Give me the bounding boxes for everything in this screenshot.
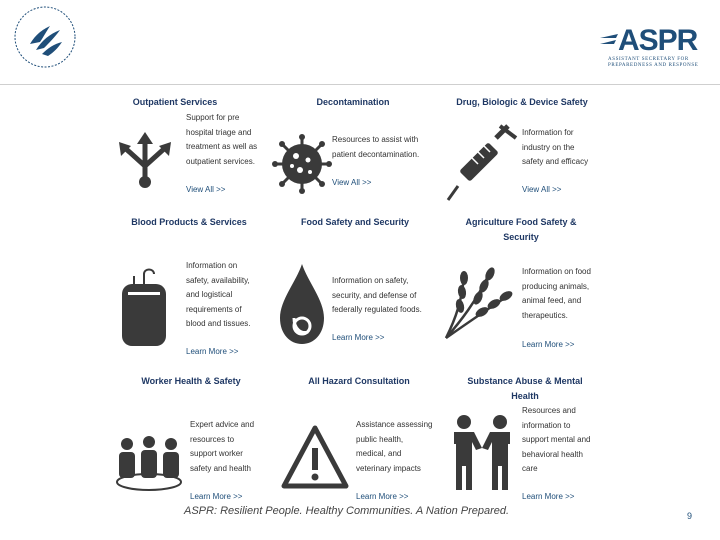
hhs-seal-logo xyxy=(12,4,78,70)
virus-icon xyxy=(272,134,332,194)
link-outpatient-view-all[interactable]: View All >> xyxy=(186,185,226,194)
link-worker-health-learn-more[interactable]: Learn More >> xyxy=(190,492,243,501)
title-drug-biologic-device-safety: Drug, Biologic & Device Safety xyxy=(456,97,588,107)
header-divider xyxy=(0,84,720,85)
hhs-seal-icon xyxy=(12,4,78,70)
title-food-safety-security: Food Safety and Security xyxy=(300,217,410,227)
desc-substance-abuse: Resources and information to support mental and behavioral health care xyxy=(522,406,591,473)
title-blood-products-services: Blood Products & Services xyxy=(131,217,247,227)
handshake-icon xyxy=(450,414,514,492)
desc-outpatient-services: Support for pre hospital triage and treatment as well as outpatient services. xyxy=(186,113,258,166)
drop-icon xyxy=(278,262,326,346)
link-drug-safety-view-all[interactable]: View All >> xyxy=(522,185,562,194)
page-number: 9 xyxy=(687,511,693,521)
desc-all-hazard: Assistance assessing public health, medical, and veterinary impacts xyxy=(356,420,433,473)
workers-icon xyxy=(114,434,184,494)
syringe-icon xyxy=(446,124,518,202)
title-agriculture-food-safety: Agriculture Food Safety & Security xyxy=(465,217,577,242)
desc-decontamination: Resources to assist with patient decontamination. xyxy=(332,135,420,159)
title-all-hazard-consultation: All Hazard Consultation xyxy=(308,376,410,386)
title-worker-health-safety: Worker Health & Safety xyxy=(141,376,241,386)
link-blood-products-learn-more[interactable]: Learn More >> xyxy=(186,347,239,356)
link-food-safety-learn-more[interactable]: Learn More >> xyxy=(332,333,385,342)
link-all-hazard-learn-more[interactable]: Learn More >> xyxy=(356,492,409,501)
wheat-icon xyxy=(440,262,516,342)
desc-worker-health: Expert advice and resources to support worker safety and health xyxy=(190,420,255,473)
title-substance-abuse-mental-health: Substance Abuse & Mental Health xyxy=(467,376,583,401)
desc-blood-products: Information on safety, availability, and logistical requirements of blood and tissues. xyxy=(186,261,251,328)
aspr-subtitle-1: ASSISTANT SECRETARY FOR xyxy=(608,57,689,62)
desc-agriculture: Information on food producing animals, animal feed, and therapeutics. xyxy=(522,267,591,320)
aspr-subtitle-2: PREPAREDNESS AND RESPONSE xyxy=(608,63,699,68)
title-decontamination: Decontamination xyxy=(316,97,390,107)
footer-tagline: ASPR: Resilient People. Healthy Communities. A Nation Prepared. xyxy=(184,505,510,517)
warning-icon xyxy=(280,424,350,490)
title-outpatient-services: Outpatient Services xyxy=(132,97,218,107)
link-decontamination-view-all[interactable]: View All >> xyxy=(332,178,372,187)
blood-bag-icon xyxy=(120,266,168,350)
aspr-wordmark: ASPR xyxy=(618,24,698,57)
desc-food-safety: Information on safety, security, and defense of federally regulated foods. xyxy=(332,276,422,314)
arrows-icon xyxy=(115,130,175,190)
link-substance-abuse-learn-more[interactable]: Learn More >> xyxy=(522,492,575,501)
aspr-swoosh-icon xyxy=(600,34,618,50)
link-agriculture-learn-more[interactable]: Learn More >> xyxy=(522,340,575,349)
desc-drug-biologic-device-safety: Information for industry on the safety and efficacy xyxy=(522,128,589,166)
aspr-logo xyxy=(600,26,706,70)
